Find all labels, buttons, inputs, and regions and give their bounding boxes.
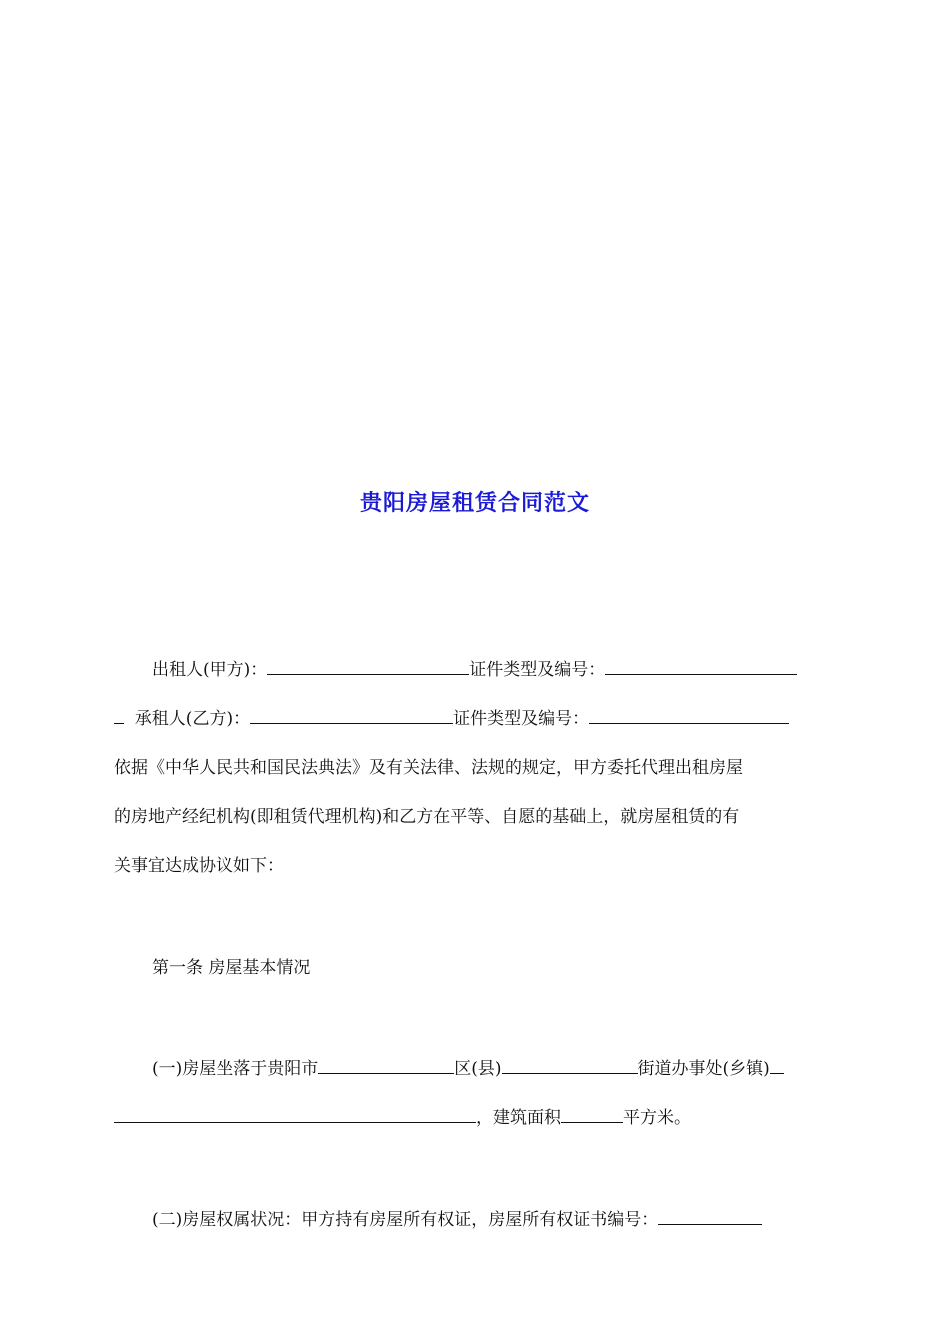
lessee-id-label: 证件类型及编号： bbox=[453, 709, 590, 729]
street-office-label: 街道办事处(乡镇) bbox=[637, 1059, 770, 1079]
lessor-label: 出租人(甲方)： bbox=[152, 660, 268, 680]
document-title: 贵阳房屋租赁合同范文 bbox=[359, 490, 590, 516]
article-1-heading: 第一条 房屋基本情况 bbox=[152, 958, 311, 978]
article-1-item-2-line-1 bbox=[152, 1208, 838, 1232]
preamble-line-1: 依据《中华人民共和国民法典法》及有关法律、法规的规定，甲方委托代理出租房屋 bbox=[114, 758, 743, 778]
address-blank bbox=[114, 1106, 476, 1123]
area-blank bbox=[561, 1106, 623, 1123]
lessee-label: 承租人(乙方)： bbox=[134, 709, 251, 729]
ownership-label: (二)房屋权属状况：甲方持有房屋所有权证，房屋所有权证书编号： bbox=[152, 1210, 659, 1230]
item1-location-label: (一)房屋坐落于贵阳市 bbox=[152, 1059, 319, 1079]
address-blank-start bbox=[770, 1057, 784, 1074]
lessor-id-label: 证件类型及编号： bbox=[469, 660, 606, 680]
lessor-id-blank-cont bbox=[114, 707, 124, 724]
certificate-number-blank bbox=[658, 1208, 762, 1225]
article-1-item-1-line-1 bbox=[152, 1057, 838, 1081]
lessor-name-blank bbox=[267, 658, 469, 675]
area-unit: 平方米。 bbox=[623, 1108, 691, 1128]
lessor-line bbox=[152, 658, 838, 682]
article-1-item-1-line-2 bbox=[114, 1106, 838, 1130]
preamble-line-3: 关事宜达成协议如下： bbox=[114, 856, 284, 876]
lessee-id-blank bbox=[589, 707, 789, 724]
city-district-blank bbox=[318, 1057, 454, 1074]
lessor-id-blank bbox=[605, 658, 797, 675]
street-blank bbox=[502, 1057, 638, 1074]
lessee-line bbox=[114, 707, 838, 731]
preamble-line-2: 的房地产经纪机构(即租赁代理机构)和乙方在平等、自愿的基础上，就房屋租赁的有 bbox=[114, 807, 740, 827]
district-label: 区(县) bbox=[454, 1059, 502, 1079]
area-label: ，建筑面积 bbox=[476, 1108, 561, 1128]
lessee-name-blank bbox=[250, 707, 453, 724]
